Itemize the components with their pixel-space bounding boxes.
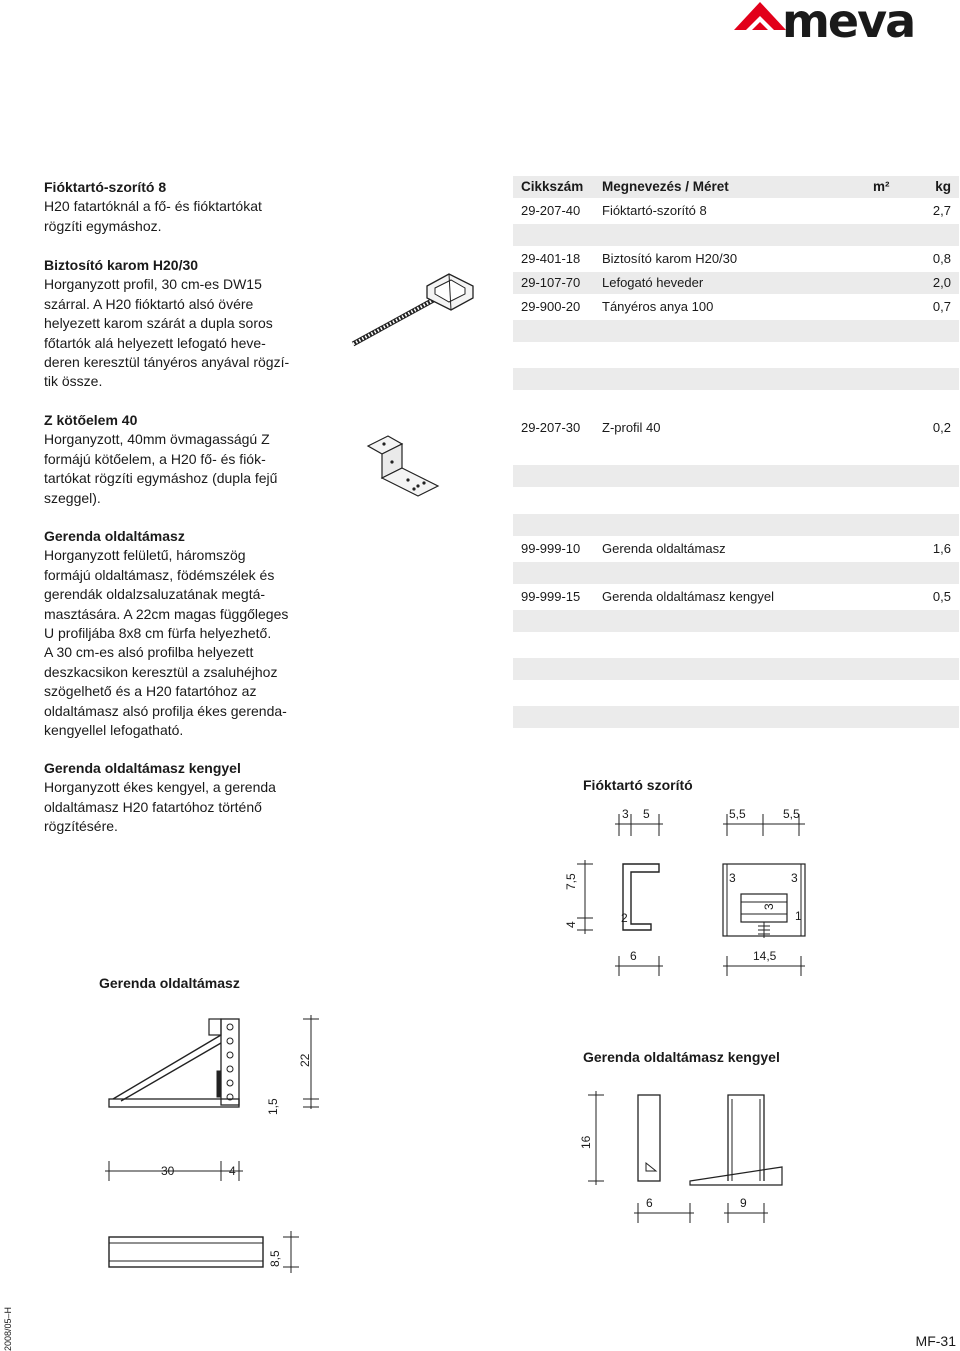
dim-label: 1,5 — [266, 1098, 280, 1115]
biztosito-karom-illustration — [345, 268, 480, 353]
row-code: 29-107-70 — [521, 275, 581, 290]
header-kg: kg — [935, 179, 951, 194]
table-row — [513, 296, 959, 318]
row-name: Tányéros anya 100 — [602, 299, 714, 314]
table-row-empty — [513, 706, 959, 728]
table-row — [513, 417, 959, 439]
dim-label: 16 — [579, 1135, 593, 1149]
block-z-kotoelem — [44, 411, 314, 508]
row-kg: 2,0 — [932, 275, 951, 290]
block-line: szögelhető és a H20 fatartóhoz az — [44, 683, 257, 700]
block-line: oldaltámasz H20 fatartóhoz történő — [44, 798, 262, 815]
block-line: rögzítésére. — [44, 818, 118, 835]
block-line: H20 fatartóknál a fő- és fióktartókat — [44, 198, 262, 215]
edition-note — [0, 1306, 20, 1351]
dim-label: 6 — [646, 1196, 653, 1210]
row-name: Gerenda oldaltámasz kengyel — [602, 589, 774, 604]
header-name: Megnevezés / Méret — [602, 179, 729, 194]
row-kg: 2,7 — [932, 203, 951, 218]
table-row — [513, 200, 959, 222]
figure-title-oldaltamasz: Gerenda oldaltámasz — [99, 975, 240, 991]
logo-wordmark: meva — [782, 0, 915, 48]
row-kg: 1,6 — [932, 541, 951, 556]
block-line: gerendák oldalzsaluzatának megtá- — [44, 586, 266, 603]
row-name: Lefogató heveder — [602, 275, 704, 290]
block-line: deszkacsikon keresztül a zsaluhéjhoz — [44, 663, 278, 680]
block-line: formájú kötőelem, a H20 fő- és fiók- — [44, 450, 266, 467]
z-kotoelem-illustration — [362, 428, 444, 500]
table-row — [513, 538, 959, 560]
dim-label: 3 — [791, 871, 798, 885]
row-code: 29-401-18 — [521, 251, 581, 266]
dim-label: 3 — [762, 903, 776, 910]
row-name: Z-profil 40 — [602, 420, 661, 435]
figure-title-fioktarto: Fióktartó szorító — [583, 777, 693, 793]
block-line: tartókat rögzíti egymáshoz (dupla fejű — [44, 470, 278, 487]
block-line: Horganyzott, 40mm övmagasságú Z — [44, 431, 270, 448]
dim-label: 4 — [564, 921, 578, 928]
block-gerenda-oldaltamasz-kengyel — [44, 759, 314, 837]
row-kg: 0,8 — [932, 251, 951, 266]
row-name: Biztosító karom H20/30 — [602, 251, 738, 266]
block-line: masztására. A 22cm magas függőleges — [44, 605, 289, 622]
table-row-empty — [513, 465, 959, 487]
dim-label: 5,5 — [783, 807, 800, 821]
block-line: szárral. A H20 fióktartó alsó övére — [44, 295, 254, 312]
dim-label: 1 — [795, 909, 802, 923]
row-name: Gerenda oldaltámasz — [602, 541, 726, 556]
dim-label: 6 — [630, 949, 637, 963]
block-line: Horganyzott ékes kengyel, a gerenda — [44, 779, 276, 796]
row-name: Fióktartó-szorító 8 — [602, 203, 707, 218]
row-kg: 0,7 — [932, 299, 951, 314]
table-row — [513, 248, 959, 270]
block-title: Gerenda oldaltámasz kengyel — [44, 760, 241, 776]
figure-title-kengyel: Gerenda oldaltámasz kengyel — [583, 1049, 780, 1065]
meva-logo — [730, 0, 960, 48]
block-title: Fióktartó-szorító 8 — [44, 179, 167, 195]
block-line: helyezett karom szárát a dupla soros — [44, 315, 273, 332]
dim-label: 9 — [740, 1196, 747, 1210]
dim-label: 14,5 — [753, 949, 777, 963]
table-row — [513, 586, 959, 608]
dim-label: 3 — [729, 871, 736, 885]
block-fioktarto-szorito — [44, 178, 314, 236]
page-number: MF-31 — [915, 1333, 956, 1349]
dim-label: 3 — [622, 807, 629, 821]
block-gerenda-oldaltamasz — [44, 527, 314, 740]
row-kg: 0,5 — [932, 589, 951, 604]
dim-label: 22 — [298, 1053, 312, 1067]
row-code: 99-999-15 — [521, 589, 581, 604]
block-line: Horganyzott profil, 30 cm-es DW15 — [44, 276, 262, 293]
dim-label: 4 — [229, 1164, 236, 1178]
table-row — [513, 272, 959, 294]
parts-table — [513, 176, 959, 736]
block-line: A 30 cm-es alsó profilba helyezett — [44, 644, 254, 661]
block-title: Gerenda oldaltámasz — [44, 528, 185, 544]
table-row-empty — [513, 224, 959, 246]
block-line: főtartók alá helyezett lefogató heve- — [44, 334, 266, 351]
dim-label: 5,5 — [729, 807, 746, 821]
gerenda-oldaltamasz-drawing — [95, 1005, 335, 1285]
row-code: 29-207-40 — [521, 203, 581, 218]
row-code: 29-900-20 — [521, 299, 581, 314]
gerenda-oldaltamasz-kengyel-drawing — [570, 1085, 790, 1245]
table-row-empty — [513, 320, 959, 342]
edition-text: 2008/05–H — [3, 1306, 14, 1351]
row-code: 29-207-30 — [521, 420, 581, 435]
dim-label: 7,5 — [564, 873, 578, 890]
table-row-empty — [513, 562, 959, 584]
header-m2: m² — [873, 179, 890, 194]
table-header — [513, 176, 959, 198]
block-title: Z kötőelem 40 — [44, 412, 138, 428]
table-row-empty — [513, 514, 959, 536]
block-biztosito-karom — [44, 256, 314, 392]
dim-label: 2 — [621, 911, 628, 925]
block-line: oldaltámasz alsó profilja ékes gerenda- — [44, 702, 287, 719]
block-line: Horganyzott felületű, háromszög — [44, 547, 246, 564]
row-code: 99-999-10 — [521, 541, 581, 556]
block-line: rögzíti egymáshoz. — [44, 217, 162, 234]
fioktarto-szorito-drawing — [555, 800, 845, 980]
table-row-empty — [513, 610, 959, 632]
table-row-empty — [513, 368, 959, 390]
header-code: Cikkszám — [521, 179, 584, 194]
block-line: deren keresztül tányéros anyával rögzí- — [44, 354, 290, 371]
row-kg: 0,2 — [932, 420, 951, 435]
dim-label: 30 — [161, 1164, 175, 1178]
block-line: szeggel). — [44, 489, 101, 506]
logo-triangle-icon — [734, 2, 786, 42]
block-line: formájú oldaltámasz, födémszélek és — [44, 566, 275, 583]
block-line: kengyellel lefogatható. — [44, 722, 184, 739]
dim-label: 5 — [643, 807, 650, 821]
table-row-empty — [513, 658, 959, 680]
block-title: Biztosító karom H20/30 — [44, 257, 199, 273]
block-line: U profiljába 8x8 cm fürfa helyezhető. — [44, 625, 272, 642]
dim-label: 8,5 — [268, 1250, 282, 1267]
block-line: tik össze. — [44, 373, 103, 390]
